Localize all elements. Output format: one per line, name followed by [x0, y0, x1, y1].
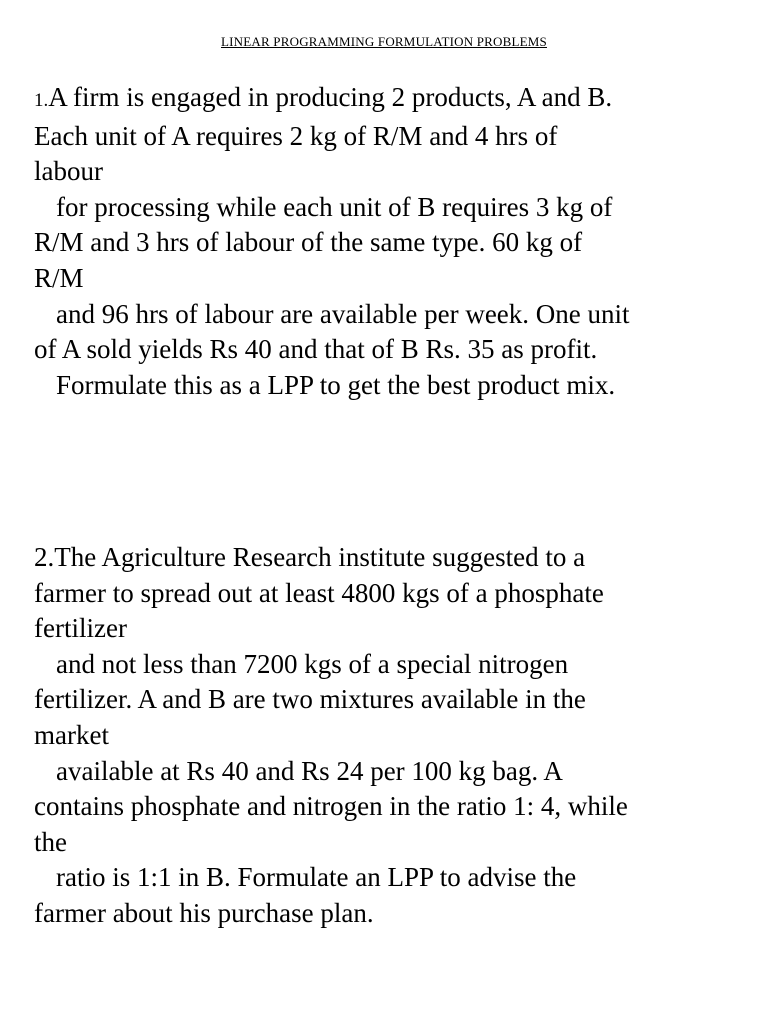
- problem-number: 2.: [34, 542, 55, 572]
- problem-line: Formulate this as a LPP to get the best product mix.: [56, 369, 616, 400]
- problem-line: 2.The Agriculture Research institute suggested to a: [34, 542, 586, 572]
- problem-line: fertilizer: [34, 613, 127, 644]
- problem-line: labour: [34, 156, 103, 187]
- problem-line: of A sold yields Rs 40 and that of B Rs. 35 as profit.: [34, 334, 598, 365]
- problem-line: R/M: [34, 262, 84, 293]
- problem-line: ratio is 1:1 in B. Formulate an LPP to advise the: [56, 862, 577, 893]
- problem-line: available at Rs 40 and Rs 24 per 100 kg bag. A: [56, 755, 563, 786]
- problem-line: 1.A firm is engaged in producing 2 products, A and B.: [34, 82, 613, 112]
- problem-line: contains phosphate and nitrogen in the ratio 1: 4, while: [34, 791, 628, 822]
- problem-line: R/M and 3 hrs of labour of the same type. 60 kg of: [34, 227, 583, 258]
- document-title: LINEAR PROGRAMMING FORMULATION PROBLEMS: [221, 34, 547, 49]
- problem-line: fertilizer. A and B are two mixtures available in the: [34, 684, 586, 715]
- problem-number: 1.: [34, 90, 49, 111]
- problem-1: [34, 80, 734, 403]
- problem-line: the: [34, 826, 67, 857]
- problem-line: and 96 hrs of labour are available per week. One unit: [56, 298, 630, 329]
- problem-line: for processing while each unit of B requires 3 kg of: [56, 191, 613, 222]
- problem-2: [34, 540, 734, 932]
- problem-line: and not less than 7200 kgs of a special nitrogen: [56, 648, 569, 679]
- problem-line: market: [34, 719, 109, 750]
- problem-line: farmer to spread out at least 4800 kgs of a phosphate: [34, 577, 604, 608]
- problem-line: Each unit of A requires 2 kg of R/M and 4 hrs of: [34, 120, 558, 151]
- problem-line: farmer about his purchase plan.: [34, 897, 374, 928]
